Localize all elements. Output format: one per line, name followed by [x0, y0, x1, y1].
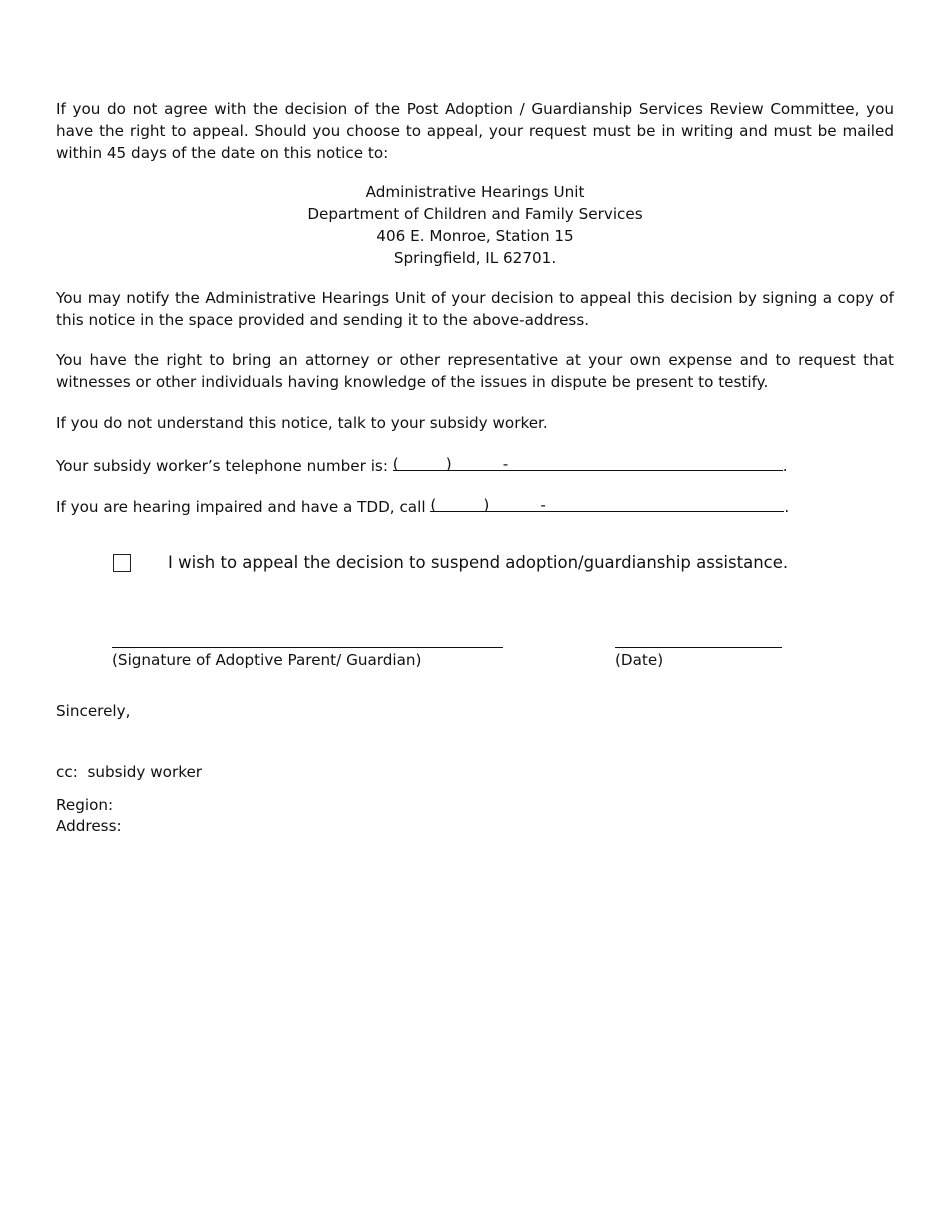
mailing-address	[56, 181, 894, 269]
signature-caption: (Signature of Adoptive Parent/ Guardian)	[112, 651, 422, 669]
appeal-text: If you do not agree with the decision of the Post Adoption / Guardianship Services Review Committee, you have the right to appeal. Should you choose to appeal, your request must be in writing and must be mailed within 45 days of the date on this notice to:	[56, 100, 894, 162]
date-line[interactable]	[615, 647, 782, 648]
tdd-period: .	[784, 498, 790, 516]
rights-paragraph	[56, 349, 894, 393]
understand-line: If you do not understand this notice, talk to your subsidy worker.	[56, 414, 548, 432]
worker-phone-period: .	[782, 457, 788, 475]
region-label: Region:	[56, 796, 114, 814]
signature-line[interactable]	[112, 647, 503, 648]
date-caption: (Date)	[615, 651, 664, 669]
tdd-label: If you are hearing impaired and have a TDD, call	[56, 498, 426, 516]
notify-paragraph	[56, 287, 894, 331]
appeal-paragraph	[56, 98, 894, 164]
tdd-close-paren: )	[483, 496, 490, 514]
tdd-row	[56, 494, 894, 518]
rights-text: You have the right to bring an attorney or other representative at your own expense and to request that witnesses or other individuals having knowledge of the issues in dispute be present to testify.	[56, 351, 894, 391]
address-line-1: Administrative Hearings Unit	[365, 183, 585, 201]
address-line-3: 406 E. Monroe, Station 15	[376, 227, 574, 245]
phone-close-paren: )	[445, 455, 452, 473]
phone-open-paren: (	[392, 455, 399, 473]
tdd-dash: -	[540, 496, 546, 514]
cc-line: cc: subsidy worker	[56, 763, 203, 781]
appeal-checkbox-label: I wish to appeal the decision to suspend adoption/guardianship assistance.	[168, 553, 789, 572]
worker-phone-field[interactable]	[393, 453, 783, 471]
closing-sincerely: Sincerely,	[56, 702, 131, 720]
appeal-checkbox[interactable]	[113, 554, 131, 572]
address-line-4: Springfield, IL 62701.	[393, 249, 557, 267]
address-label: Address:	[56, 817, 122, 835]
phone-dash: -	[502, 455, 509, 473]
notify-text: You may notify the Administrative Hearings Unit of your decision to appeal this decision by signing a copy of this notice in the space provided and sending it to the above-address.	[56, 289, 894, 329]
tdd-phone-field[interactable]	[430, 494, 784, 512]
worker-phone-row	[56, 453, 894, 477]
tdd-open-paren: (	[430, 496, 437, 514]
worker-phone-label: Your subsidy worker’s telephone number is:	[56, 457, 388, 475]
address-line-2: Department of Children and Family Services	[307, 205, 643, 223]
